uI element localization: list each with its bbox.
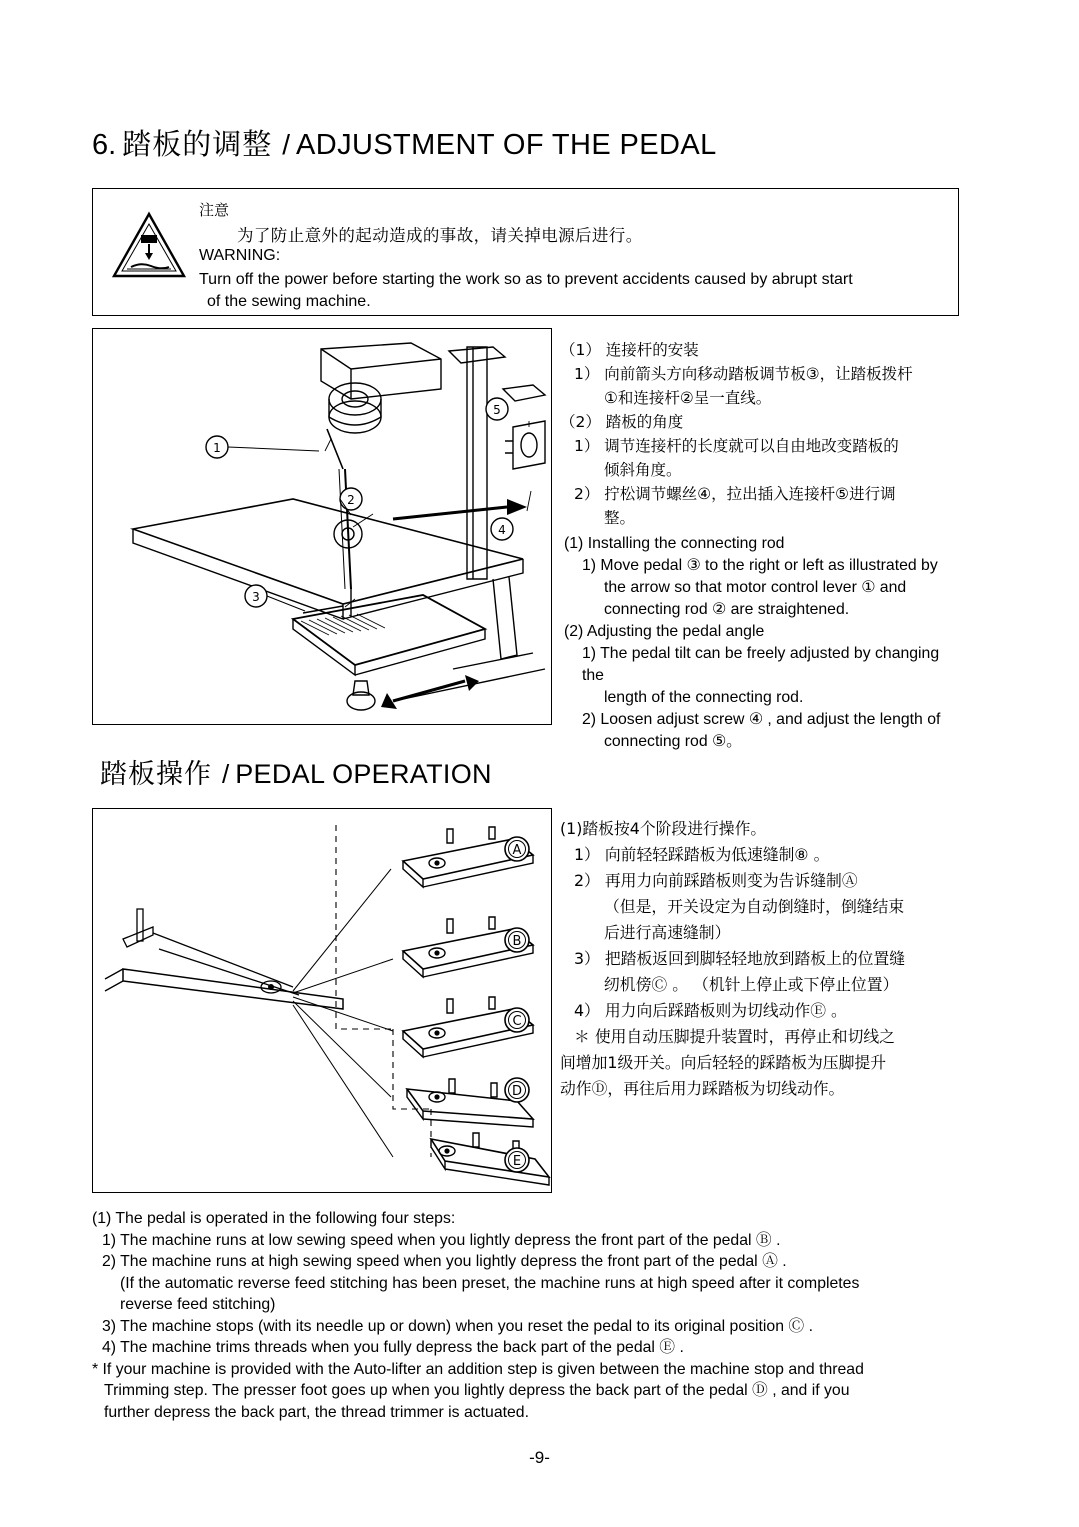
cn-line: 4） 用力向后踩踏板则为切线动作Ⓔ 。: [574, 1001, 847, 1020]
en-line: length of the connecting rod.: [604, 689, 804, 706]
cn-line: 纫机傍Ⓒ 。 （机针上停止或下停止位置）: [604, 975, 899, 994]
svg-text:2: 2: [347, 493, 355, 507]
en-line: the arrow so that motor control lever ① and: [604, 579, 907, 596]
svg-text:B: B: [512, 934, 522, 949]
svg-text:D: D: [511, 1084, 523, 1099]
en-line: (If the automatic reverse feed stitching has been preset, the machine runs at high speed after it completes: [120, 1274, 860, 1292]
cn-line: 1） 调节连接杆的长度就可以自由地改变踏板的: [574, 437, 899, 455]
warning-chinese-text: 为了防止意外的起动造成的事故，请关掉电源后进行。: [237, 226, 643, 245]
svg-text:C: C: [512, 1014, 522, 1029]
en-line: * If your machine is provided with the Auto-lifter an addition step is given between the machine stop and thread: [92, 1360, 864, 1378]
cn-line: 后进行高速缝制）: [604, 923, 731, 942]
page-title-separator: /: [282, 129, 290, 160]
cn-line: （1） 连接杆的安装: [560, 341, 699, 359]
en-line: 1) The pedal tilt can be freely adjusted by changing the: [582, 645, 940, 684]
pedal-adjustment-diagram: [92, 328, 552, 725]
warning-english-text: [199, 269, 949, 313]
cn-line: 动作Ⓓ，再往后用力踩踏板为切线动作。: [560, 1079, 845, 1098]
cn-line: 2） 拧松调节螺丝④，拉出插入连接杆⑤进行调: [574, 485, 896, 503]
en-line: connecting rod ⑤。: [604, 733, 742, 750]
en-line: (1) The pedal is operated in the following four steps:: [92, 1210, 456, 1227]
warning-english-line2: of the sewing machine.: [207, 293, 371, 310]
svg-text:1: 1: [213, 441, 221, 455]
pedal-operation-diagram: [92, 808, 552, 1193]
section6-instructions: [560, 338, 960, 753]
pedal-operation-chinese-text: [560, 816, 960, 1102]
en-line: 2) The machine runs at high sewing speed when you lightly depress the front part of the pedal Ⓐ .: [102, 1253, 787, 1270]
en-line: (2) Adjusting the pedal angle: [564, 623, 765, 640]
page-number: -9-: [529, 1448, 550, 1467]
cn-line: 2） 再用力向前踩踏板则变为告诉缝制Ⓐ: [574, 871, 858, 890]
page-title-number: 6.: [92, 129, 117, 161]
cn-line: 1） 向前轻轻踩踏板为低速缝制⑧ 。: [574, 845, 830, 864]
en-line: Trimming step. The presser foot goes up when you lightly depress the back part of the pedal Ⓓ , and if you: [104, 1382, 850, 1399]
heading2-english: PEDAL OPERATION: [235, 759, 492, 789]
pedal-operation-english-text: [92, 1208, 972, 1423]
en-line: further depress the back part, the thread trimmer is actuated.: [104, 1403, 529, 1421]
en-line: connecting rod ② are straightened.: [604, 601, 850, 618]
heading2-chinese: 踏板操作: [100, 759, 212, 790]
svg-text:A: A: [512, 843, 522, 858]
en-line: 3) The machine stops (with its needle up or down) when you reset the pedal to its original position Ⓒ .: [102, 1317, 813, 1335]
svg-text:5: 5: [493, 403, 501, 417]
cn-line: ①和连接杆②呈一直线。: [604, 389, 772, 407]
en-line: 2) Loosen adjust screw ④ , and adjust the length of: [582, 711, 941, 728]
cn-line: 倾斜角度。: [604, 461, 682, 479]
warning-chinese-label: 注意: [199, 201, 230, 219]
warning-english-label: WARNING:: [199, 247, 281, 264]
warning-triangle-icon: [111, 211, 187, 279]
cn-line: 3） 把踏板返回到脚轻轻地放到踏板上的位置缝: [574, 949, 906, 968]
page-title: [92, 122, 717, 163]
page-title-english: ADJUSTMENT OF THE PEDAL: [295, 129, 717, 161]
en-line: reverse feed stitching): [120, 1296, 276, 1313]
section-heading-pedal-operation: [100, 752, 492, 791]
en-line: (1) Installing the connecting rod: [564, 535, 785, 552]
en-line: 1) The machine runs at low sewing speed when you lightly depress the front part of the pedal Ⓑ .: [102, 1231, 781, 1249]
cn-line: 间增加1级开关。向后轻轻的踩踏板为压脚提升: [560, 1053, 886, 1072]
cn-line: (1)踏板按4个阶段进行操作。: [560, 819, 767, 838]
svg-text:4: 4: [498, 523, 506, 537]
cn-line: ＊ 使用自动压脚提升装置时，再停止和切线之: [574, 1027, 895, 1046]
cn-line: （2） 踏板的角度: [560, 413, 684, 431]
heading2-separator: /: [222, 759, 230, 789]
page-title-chinese: 踏板的调整: [122, 127, 273, 161]
warning-box: [92, 188, 959, 316]
cn-line: 1） 向前箭头方向移动踏板调节板③，让踏板拨杆: [574, 365, 913, 383]
cn-line: （但是，开关设定为自动倒缝时，倒缝结束: [604, 897, 905, 916]
cn-line: 整。: [604, 509, 636, 527]
en-line: 4) The machine trims threads when you fully depress the back part of the pedal Ⓔ .: [102, 1339, 684, 1356]
svg-text:E: E: [512, 1154, 522, 1169]
svg-text:3: 3: [252, 590, 260, 604]
en-line: 1) Move pedal ③ to the right or left as illustrated by: [582, 557, 938, 574]
warning-english-line1: Turn off the power before starting the work so as to prevent accidents caused by abrupt start: [199, 271, 853, 288]
